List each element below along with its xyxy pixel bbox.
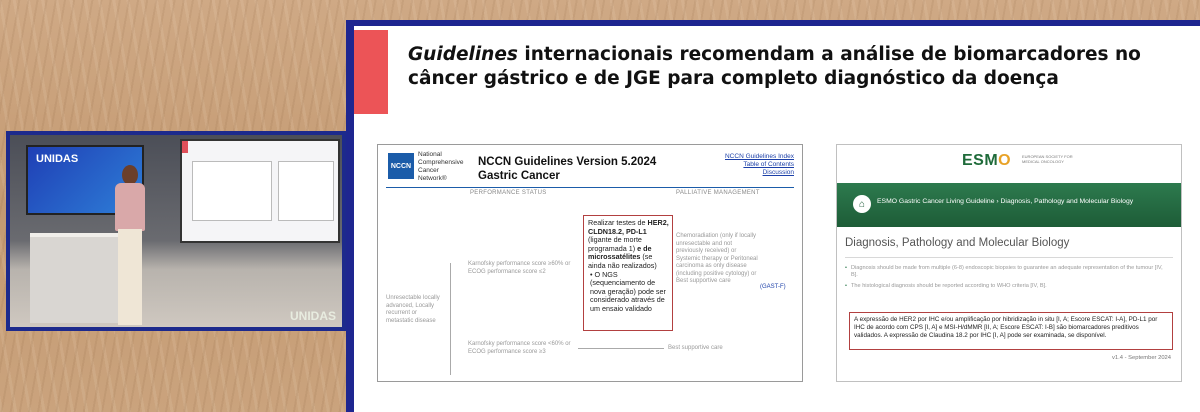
nccn-header-rule bbox=[386, 187, 794, 188]
esmo-biomarker-highlight: A expressão de HER2 por IHC e/ou amplificação por hibridização in situ [I, A; Escore ESCAT: I-A], PD-L1 por IHC de acordo com CPS [I, A] e MSI-H/dMMR [II, A; Escore ESCAT: I-B] são biomarcadores preditivos validados. A expressão de Claudina 18.2 por IHC [I, A] pode ser examinada, se disponível. bbox=[849, 312, 1173, 350]
nccn-hl-ngs: • O NGS (sequenciamento de nova geração) pode ser considerado através de um ensaio validado bbox=[590, 271, 669, 314]
nccn-karnofsky-high: Karnofsky performance score ≥60% or ECOG performance score ≤2 bbox=[468, 261, 571, 275]
nccn-link-index[interactable]: NCCN Guidelines Index bbox=[724, 153, 794, 160]
esmo-breadcrumb[interactable]: ESMO Gastric Cancer Living Guideline › Diagnosis, Pathology and Molecular Biology bbox=[877, 198, 1134, 205]
nccn-links bbox=[725, 153, 794, 177]
nccn-org-name: National Comprehensive Cancer Network® bbox=[418, 151, 464, 182]
esmo-heading: Diagnosis, Pathology and Molecular Biology bbox=[845, 237, 1070, 249]
slide-accent-bar bbox=[354, 30, 388, 114]
speaker-video-inset bbox=[6, 131, 346, 331]
nccn-hl-tail: (se ainda não realizados) bbox=[588, 252, 657, 270]
nccn-link-toc[interactable]: Table of Contents bbox=[743, 161, 794, 168]
podium bbox=[30, 233, 122, 323]
speaker-figure bbox=[110, 165, 152, 325]
slide bbox=[354, 26, 1200, 412]
unidas-screen-logo: UNIDAS bbox=[36, 153, 79, 165]
stage-screen-right bbox=[180, 139, 340, 243]
nccn-version-title bbox=[478, 155, 656, 183]
slide-title-italic: Guidelines bbox=[408, 44, 518, 65]
esmo-bullet-diagnosis: • Diagnosis should be made from multiple (6-8) endoscopic biopsies to guarantee an adequate representation of the tumour [IV, B]. bbox=[851, 265, 1171, 279]
unidas-watermark: UNIDAS bbox=[289, 309, 336, 323]
nccn-page-ref[interactable]: (GAST-F) bbox=[760, 284, 786, 290]
speaker-legs bbox=[118, 229, 142, 325]
home-icon[interactable]: ⌂ bbox=[853, 195, 871, 213]
speaker-torso bbox=[115, 183, 145, 231]
nccn-version: NCCN Guidelines Version 5.2024 bbox=[478, 156, 657, 168]
nccn-biomarker-highlight bbox=[583, 215, 673, 331]
nccn-logo: NCCN bbox=[388, 153, 414, 179]
nccn-link-discussion[interactable]: Discussion bbox=[762, 169, 794, 176]
nccn-hl-msi: e de microssatélites bbox=[588, 243, 652, 262]
nccn-hl-list bbox=[590, 271, 669, 314]
speaker-head bbox=[122, 165, 138, 185]
mini-slide-card-left bbox=[192, 161, 272, 221]
esmo-guideline-excerpt bbox=[836, 144, 1182, 382]
nccn-palliative-options: Chemoradiation (only if locally unresectable and not previously received) or Systemic therapy or Peritoneal carcinoma as only disease (including positive cytology) or Best supportive care bbox=[676, 233, 758, 284]
esmo-logo-subtitle: EUROPEAN SOCIETY FOR MEDICAL ONCOLOGY bbox=[1022, 154, 1073, 164]
nccn-col-palliative: PALLIATIVE MANAGEMENT bbox=[676, 190, 760, 196]
nccn-col-performance: PERFORMANCE STATUS bbox=[470, 190, 547, 196]
esmo-bullet-who: • The histological diagnosis should be reported according to WHO criteria [IV, B]. bbox=[851, 283, 1171, 290]
nccn-hl-mid: (ligante de morte programada 1) bbox=[588, 235, 642, 253]
nccn-karnofsky-low: Karnofsky performance score <60% or ECOG performance score ≥3 bbox=[468, 341, 571, 355]
nccn-low-arrow bbox=[578, 348, 664, 349]
slide-title bbox=[408, 43, 1188, 91]
esmo-logo-o: O bbox=[998, 152, 1012, 169]
nccn-guideline-excerpt bbox=[377, 144, 803, 382]
nccn-hl-markers: HER2, CLDN18.2, PD-L1 bbox=[588, 218, 669, 236]
slide-title-text: internacionais recomendam a análise de biomarcadores no câncer gástrico e de JGE para completo diagnóstico da doença bbox=[408, 44, 1141, 89]
nccn-disease-box: Unresectable locally advanced, Locally recurrent or metastatic disease bbox=[386, 295, 440, 324]
esmo-logo-es: ES bbox=[962, 152, 985, 169]
slide-frame bbox=[346, 20, 1200, 412]
nccn-branch-line bbox=[450, 263, 451, 375]
nccn-hl-intro: Realizar testes de bbox=[588, 218, 646, 227]
video-scene bbox=[10, 135, 342, 327]
esmo-version: v1.4 - September 2024 bbox=[1112, 355, 1171, 361]
mini-slide-card-right bbox=[278, 161, 334, 221]
esmo-logo bbox=[962, 152, 1011, 170]
nccn-best-supportive: Best supportive care bbox=[668, 345, 723, 351]
esmo-logo-m: M bbox=[984, 152, 999, 169]
esmo-banner bbox=[837, 183, 1181, 227]
esmo-heading-rule bbox=[845, 257, 1173, 258]
mini-slide-accent bbox=[182, 141, 188, 153]
nccn-subtitle: Gastric Cancer bbox=[478, 170, 560, 182]
